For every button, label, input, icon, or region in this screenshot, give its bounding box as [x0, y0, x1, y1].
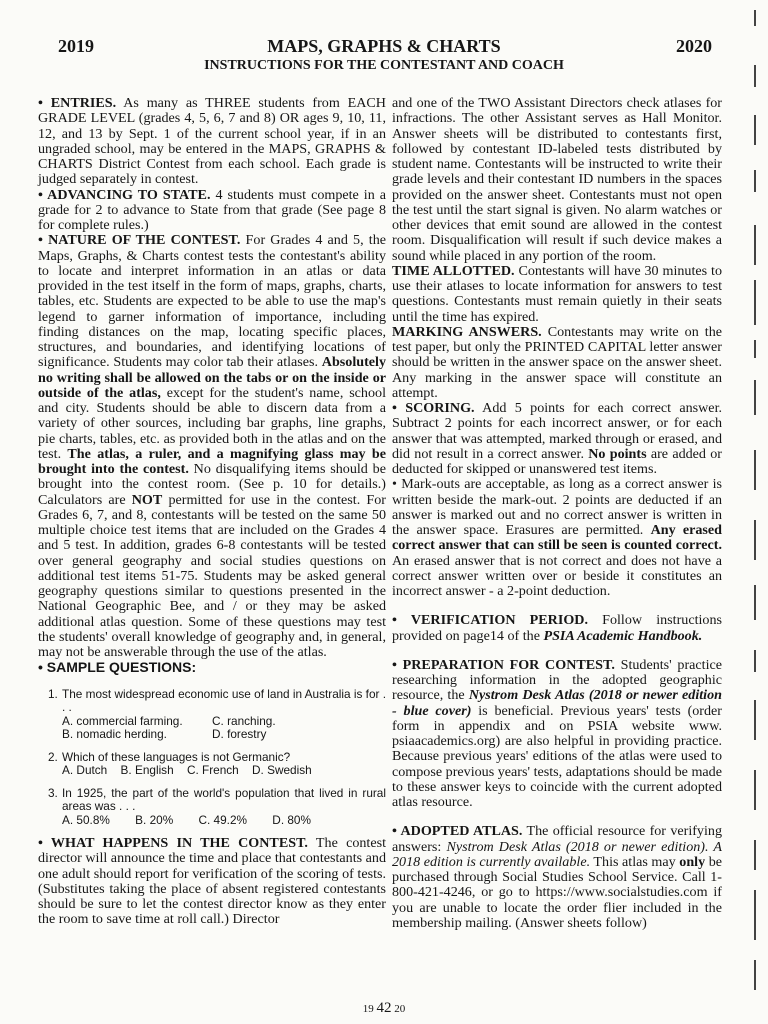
advancing-heading: • ADVANCING TO STATE.	[38, 186, 211, 203]
scan-mark	[754, 890, 756, 940]
scan-mark	[754, 840, 756, 870]
scan-mark	[754, 650, 756, 672]
markouts-text-2: An erased answer that is not correct and does not have a correct answer written over or beside it constitutes an incorrect answer - a 2-point deduction.	[392, 552, 722, 599]
preparation-text-1: Students' practice researching information in the adopted geographic resource, the	[392, 656, 722, 704]
what-happens-text: The contest director will announce the time and place that contestants and one adult should report for verification of the scoring of tests. (Substitutes taking the place of absent registered contestants should be sure to let the contest director know as they enter the room to save time at roll call.) Director	[38, 835, 386, 928]
nature-bold-2: The atlas, a ruler, and a magnifying glass may be brought into the contest.	[38, 445, 386, 477]
scan-mark	[754, 380, 756, 415]
footer-right: 20	[394, 1003, 406, 1015]
scoring-section	[392, 401, 722, 477]
preparation-italic: Nystrom Desk Atlas (2018 or newer edition - blue cover)	[392, 687, 722, 719]
adopted-atlas-text-2: This atlas may	[590, 853, 680, 870]
entries-text: As many as THREE students from EACH GRADE LEVEL (grades 4, 5, 6, 7 and 8) OR ages 9, 10, 11, 12, and 13 by Sept. 1 of the current school year, if in an ungraded school, may be entered in the MAPS, GRAPHS & CHARTS District Contest from each school. Each grade is judged separately in contest.	[38, 95, 386, 188]
page-subtitle: INSTRUCTIONS FOR THE CONTESTANT AND COACH	[204, 58, 564, 73]
sample-question-2	[48, 751, 386, 778]
left-column	[38, 96, 386, 928]
adopted-atlas-section	[392, 824, 722, 931]
entries-heading: • ENTRIES.	[38, 95, 117, 111]
nature-text-2: except for the student's name, school and city. Students should be able to discern data from a variety of other sources, including bar graphs, line graphs, pie charts, tables, etc. as provided both in the atlas and on the test.	[38, 384, 386, 462]
markouts-text-1: • Mark-outs are acceptable, as long as a correct answer is written beside the mark-out. 2 points are deducted if an answer is marked out and no correct answer is written in the answer space. Erasures are permitted.	[392, 476, 722, 538]
sample-question-1	[48, 688, 386, 742]
scan-mark	[754, 115, 756, 145]
verification-text: Follow instructions provided on page14 of the	[392, 612, 722, 644]
question-option: D. forestry	[212, 727, 267, 741]
page-number: 42	[376, 1000, 392, 1016]
question-option: D. 80%	[272, 812, 311, 827]
what-happens-section	[38, 836, 386, 928]
sample-question-3	[48, 787, 386, 828]
adopted-atlas-italic: Nystrom Desk Atlas (2018 or newer edition). A 2018 edition is currently available.	[392, 838, 722, 870]
header-year-left: 2019	[58, 36, 94, 56]
sample-questions-heading: • SAMPLE QUESTIONS:	[38, 659, 197, 676]
right-column	[392, 96, 722, 931]
nature-text-3: No disqualifying items should be brought into the contest room. (See p. 10 for details.) Calculators are	[38, 461, 386, 508]
scan-mark	[754, 280, 756, 325]
page-footer	[0, 1000, 768, 1017]
verification-italic: PSIA Academic Handbook.	[543, 627, 703, 644]
scan-mark	[754, 65, 756, 87]
marking-answers-section	[392, 325, 722, 401]
nature-bold-1: Absolutely no writing shall be allowed on the tabs or on the inside or outside of the atlas,	[38, 354, 386, 401]
page-title: MAPS, GRAPHS & CHARTS	[267, 36, 501, 56]
question-number: 1.	[48, 686, 58, 701]
scoring-bold: No points	[588, 445, 647, 462]
scan-mark	[754, 700, 756, 740]
scan-mark	[754, 225, 756, 265]
question-option: A. commercial farming.	[62, 713, 183, 728]
scan-mark	[754, 170, 756, 192]
preparation-text-2: is beneficial. Previous years' tests (order form in appendix and on PSIA website www. psiaacademics.org) are also helpful in providing practice. Because previous years' editions of the atlas were used to compose previous years' tests, adaptations should be made to these answer keys to coincide with the current adopted atlas resource.	[392, 702, 722, 810]
adopted-atlas-heading: • ADOPTED ATLAS.	[392, 823, 523, 840]
verification-heading: • VERIFICATION PERIOD.	[392, 612, 588, 629]
nature-text-1: For Grades 4 and 5, the Maps, Graphs, & Charts contest tests the contestant's ability to locate and interpret information in an atlas or data provided in the test itself in the form of maps, graphs, charts, tables, etc. Students are expected to be able to use the map's legend to garner information of importance, including finding distances on the map, locating specific places, structures, and boundaries, and identifying locations of significance. Students may color tab their atlases.	[38, 232, 386, 371]
question-stem: Which of these languages is not Germanic?	[62, 749, 291, 764]
question-stem: In 1925, the part of the world's population that lived in rural areas was . . .	[62, 785, 386, 813]
scoring-text-2: are added or deducted for skipped or unanswered test items.	[392, 445, 722, 477]
preparation-heading: • PREPARATION FOR CONTEST.	[392, 656, 615, 673]
question-option: C. ranching.	[212, 713, 276, 728]
marking-answers-heading: MARKING ANSWERS.	[392, 323, 542, 340]
scan-edge-marks	[738, 0, 768, 1024]
question-stem: The most widespread economic use of land in Australia is for . . .	[62, 686, 386, 714]
scan-mark	[754, 960, 756, 990]
marking-answers-text: Contestants may write on the test paper, but only the PRINTED CAPITAL letter answer should be written in the answer space on the answer sheet. Any marking in the answer space will constitute an attempt.	[392, 323, 722, 401]
nature-heading: • NATURE OF THE CONTEST.	[38, 232, 241, 249]
preparation-section	[392, 658, 722, 811]
nature-text-4: permitted for use in the contest. For Grades 6, 7, and 8, contestants will be tested on the same 50 multiple choice test items that are included on the Grades 4 and 5 test. In addition, grades 6-8 contestants will be tested over general geography and social studies questions on additional test items 51-75. Students may be asked general geography questions similar to questions presented in the National Geographic Bee, and / or they may be asked additional atlas question. Some of these questions may test the students' overall knowledge of geography and, in general, may not be answerable through the use of the atlas.	[38, 491, 386, 660]
question-option: C. 49.2%	[198, 812, 248, 827]
question-option: A. Dutch	[62, 763, 108, 777]
adopted-atlas-text-1: The official resource for verifying answers:	[392, 823, 722, 855]
nature-section	[38, 233, 386, 660]
markouts-section	[392, 477, 722, 599]
what-happens-heading: • WHAT HAPPENS IN THE CONTEST.	[38, 835, 308, 851]
adopted-atlas-bold: only	[679, 853, 706, 870]
question-option: D. Swedish	[252, 763, 312, 777]
question-number: 3.	[48, 785, 58, 800]
scan-mark	[754, 340, 756, 358]
scan-mark	[754, 10, 756, 26]
scan-mark	[754, 770, 756, 810]
time-allotted-text: Contestants will have 30 minutes to use their atlases to locate information for answers to test questions. Contestants must remain quietly in their seats until the time has expired.	[392, 262, 722, 325]
question-option: C. French	[186, 763, 239, 777]
markouts-bold: Any erased correct answer that can still be seen is counted correct.	[392, 522, 722, 554]
what-happens-continued: and one of the TWO Assistant Directors check atlases for infractions. The other Assistant serves as Hall Monitor. Answer sheets will be distributed to contestants first, followed by contestant ID-labeled tests distributed by student name. Contestants will be instructed to write their grade levels and their contestant ID numbers in the spaces provided on the answer sheet. Contestants must not open the test until the start signal is given. No alarm watches or other devices that emit sound are allowed in the contest room. Disqualification will result if such device makes a sound while placed in any portion of the room.	[392, 95, 722, 264]
advancing-text: 4 students must compete in a grade for 2 to advance to State from that grade (See page 8 for complete rules.)	[38, 186, 386, 233]
scoring-heading: • SCORING.	[392, 400, 475, 416]
footer-left: 19	[362, 1003, 374, 1015]
adopted-atlas-text-3: be purchased through Social Studies School Service. Call 1-800-421-4246, or go to https://www.socialstudies.com if you are unable to locate the order flier included in the membership mailing. (Answer sheets follow)	[392, 853, 722, 931]
scoring-text-1: Add 5 points for each correct answer. Subtract 2 points for each incorrect answer, or for each answer that was attempted, marked through or erased, and did not result in a correct answer.	[392, 400, 723, 462]
verification-section	[392, 613, 722, 644]
advancing-section	[38, 188, 386, 234]
time-allotted-section	[392, 264, 722, 325]
nature-bold-3: NOT	[131, 491, 163, 508]
question-option: B. 20%	[135, 812, 174, 827]
question-option: B. nomadic herding.	[62, 727, 167, 741]
scan-mark	[754, 450, 756, 490]
header-year-right: 2020	[676, 36, 712, 56]
question-number: 2.	[48, 749, 58, 764]
time-allotted-heading: TIME ALLOTTED.	[392, 262, 515, 279]
scan-mark	[754, 585, 756, 620]
question-option: B. English	[120, 763, 174, 777]
entries-section	[38, 96, 386, 188]
scan-mark	[754, 520, 756, 560]
question-option: A. 50.8%	[62, 812, 110, 827]
